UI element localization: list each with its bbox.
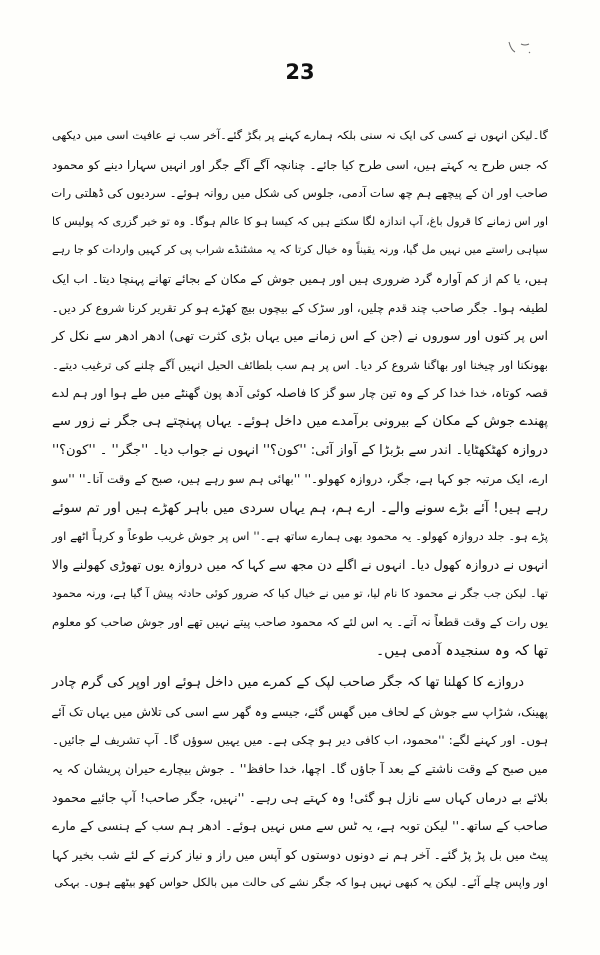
text-line: میں صبح کے وقت ناشتے کے بعد آ جاؤں گا۔ اچھا، خدا حافظ'' ۔ جوش بیچارے حیران پریشان کہ یہ [52,762,548,777]
handwritten-mark [505,38,535,60]
text-line: پھینک، شڑاپ سے جوش کے لحاف میں گھس گئے، جیسے وہ گھر سے اسی کی تلاش میں یہاں تک آئے [51,704,548,719]
text-line: پڑے ہو۔ جلد دروازہ کھولو۔ یہ محمود بھی ہمارے ساتھ ہے۔'' اس پر جوش غریب طوعاً و کرہاً اٹھے اور [52,529,548,544]
text-line: ہیں، یا کم از کم آوارہ گرد ضروری ہیں اور ہمیں جوش کے مکان کے بجائے تھانے پہنچا دیتا۔ اب ایک [52,271,548,286]
text-line: پھندے جوش کے مکان کے بیرونی برآمدے میں داخل ہوئے۔ یہاں پہنچتے ہی جگر نے زور سے [52,413,548,429]
text-line: یوں رات کے وقت قطعاً نہ آتے۔ یہ اس لئے کہ محمود صاحب پیتے نہیں تھے اور جوش صاحب کو معلوم [52,615,548,630]
text-line: قصہ کوتاہ، خدا خدا کر کے وہ تین چار سو گز کا فاصلہ کوئی آدھ پون گھنٹے میں طے ہوا اور ہم لدے [52,386,548,401]
text-line: اور واپس چلے آئے۔ لیکن یہ کبھی نہیں ہوا کہ جگر نشے کی حالت میں بالکل حواس کھو بیٹھے ہوں۔ بہکی [54,876,548,890]
text-line: دروازہ کھٹکھٹایا۔ اندر سے بڑبڑا کے آواز آئی: ''کون؟'' انہوں نے جواب دیا۔ ''جگر'' ۔ ''کون؟'' [52,442,548,458]
text-line: بلائے بے درماں کہاں سے نازل ہو گئی! وہ کہتے ہی رہے۔ ''نہیں، جگر صاحب! آپ جائیے محمود [52,789,548,805]
text-line: تھا کہ وہ سنجیدہ آدمی ہیں۔ [375,642,548,659]
text-line: بھونکنا اور چیخنا اور بھاگنا شروع کر دیا۔ اس پر ہم سب بلطائف الحیل انہیں آگے چلنے کی ترغیب دیتے۔ [52,357,548,372]
page-number: 23 [285,60,315,84]
body-text [52,122,548,898]
text-line: ہوں۔ اور کہنے لگے: ''محمود، اب کافی دیر ہو چکی ہے۔ میں یہیں سوؤں گا۔ آپ تشریف لے جائیں۔ [52,733,548,748]
text-line: تھا۔ لیکن جب جگر نے محمود کا نام لیا، تو میں نے خیال کیا کہ ضرور کوئی حادثہ پیش آ گیا ہے، ورنہ محمود [52,586,548,600]
text-line: رہے ہیں! آئے بڑے سونے والے۔ ارے ہم، ہم یہاں سردی میں باہر کھڑے ہیں اور تم سوئے [52,499,548,516]
text-line: ارے، ایک مرتبہ جو کہا ہے، جگر، دروازہ کھولو۔'' ''بھائی ہم سو رہے ہیں، صبح کے وقت آنا۔'' ''سو [52,472,548,487]
text-line: کہ جس طرح یہ کہتے ہیں، اسی طرح کیا جائے۔ چنانچہ آگے آگے جگر اور انہیں سہارا دینے کو محمود [52,157,548,172]
text-line: گا۔لیکن انہوں نے کسی کی ایک نہ سنی بلکہ ہمارے کہنے پر بگڑ گئے۔آخر سب نے عافیت اسی میں دیکھی [52,129,548,142]
text-line: پیٹ میں بل پڑ پڑ گئے۔ آخر ہم نے دونوں دوستوں کو آپس میں راز و نیاز کرنے کے لئے شب بخیر کہا [52,847,548,862]
text-line: اور اس زمانے کا قرول باغ، آپ اندازہ لگا سکتے ہیں کہ کیسا ہو کا عالم ہوگا۔ وہ تو خیر گزری کہ پولیس کا [52,214,548,228]
text-line: انہوں نے دروازہ کھول دیا۔ انہوں نے اگلے دن مجھ سے کہا کہ میں دروازہ یوں تھوڑی کھولنے والا [51,556,548,572]
text-line: دروازے کا کھلنا تھا کہ جگر صاحب لپک کے کمرے میں داخل ہوئے اور اوپر کی گرم چادر [52,675,524,691]
text-line: صاحب کے ساتھ۔'' لیکن توبہ ہے، یہ ٹس سے مس نہیں ہوئے۔ ادھر ہم سب کے ہنسی کے مارے [52,818,548,834]
text-line: سپاہی راستے میں نہیں مل گیا، ورنہ یقیناً وہ خیال کرتا کہ یہ مشٹنڈے شراب پی کر کہیں واردات کو جا رہے [52,243,548,257]
text-line: صاحب اور ان کے پیچھے ہم چھ سات آدمی، جلوس کی شکل میں روانہ ہوئے۔ سردیوں کی ڈھلتی رات [51,186,548,201]
text-line: اس پر کتوں اور سوروں نے (جن کے اس زمانے میں یہاں بڑی کثرت تھی) ادھر ادھر سے نکل کر [52,328,548,344]
text-line: لطیفہ ہوا۔ جگر صاحب چند قدم چلیں، اور سڑک کے بیچوں بیچ کھڑے ہو کر تقریر کرنا شروع کر دیں۔ [51,300,548,315]
